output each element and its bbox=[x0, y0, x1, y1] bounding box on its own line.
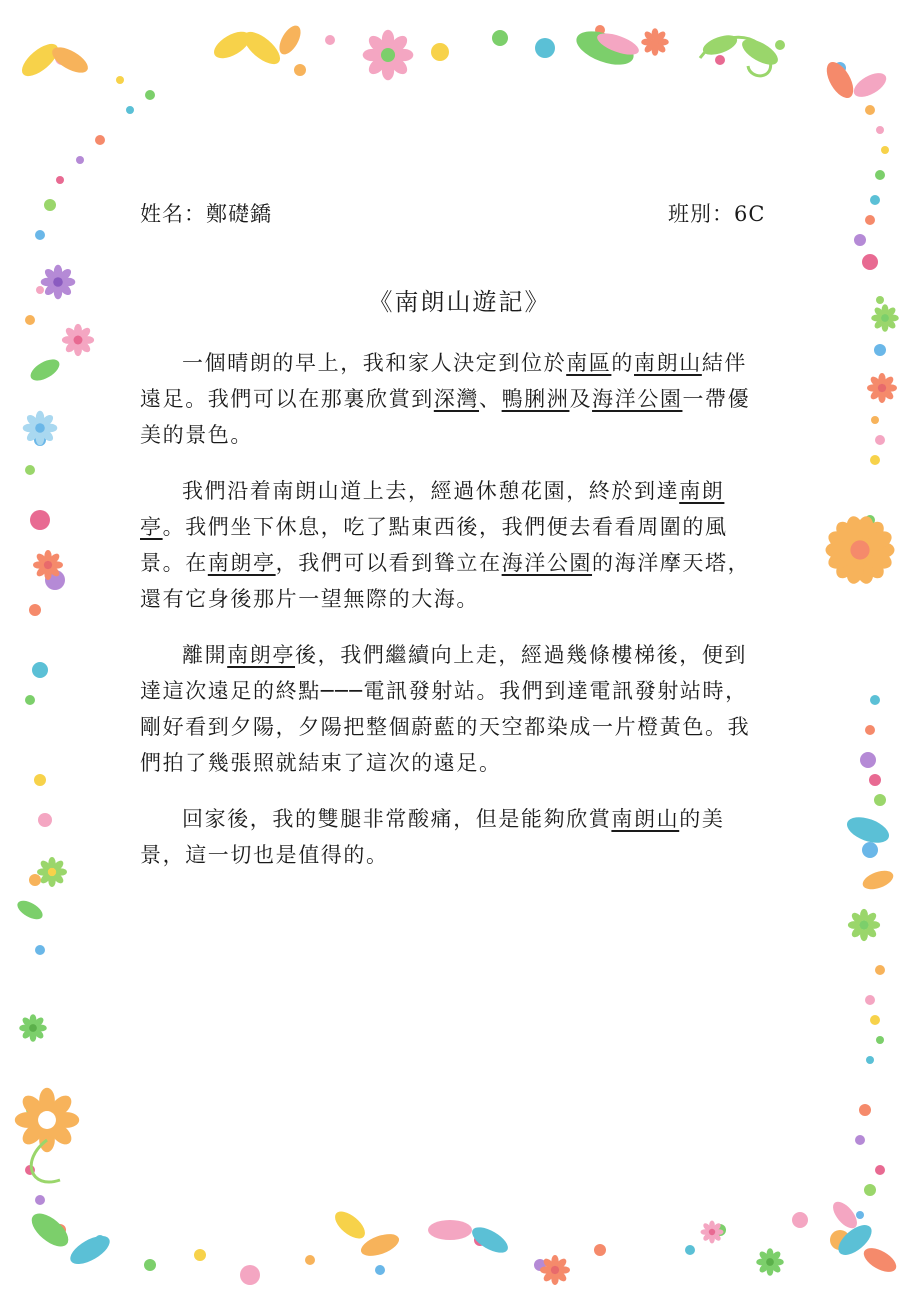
dot-decoration bbox=[870, 1015, 880, 1025]
flower-icon bbox=[15, 1088, 79, 1152]
dot-decoration bbox=[792, 1212, 808, 1228]
dot-decoration bbox=[865, 995, 875, 1005]
student-name bbox=[140, 198, 272, 228]
dot-decoration bbox=[38, 813, 52, 827]
paragraph-4 bbox=[140, 801, 760, 873]
flower-center bbox=[766, 1258, 774, 1266]
dot-decoration bbox=[870, 695, 880, 705]
flower-center bbox=[551, 1266, 559, 1274]
dot-decoration bbox=[866, 1056, 874, 1064]
text-run: 後，我們繼續向上走，經過幾條樓梯後，便到達這次遠足的終點───電訊發射站。我們到達電訊發射站時，剛好看到夕陽，夕陽把整個蔚藍的天空都染成一片橙黃色。我們拍了幾張照就結束了這次的遠足。 bbox=[140, 643, 751, 775]
dot-decoration bbox=[865, 725, 875, 735]
flower-center bbox=[381, 48, 395, 62]
text-run: 一個晴朗的早上，我和家人決定到位於 bbox=[182, 351, 567, 375]
dot-decoration bbox=[44, 199, 56, 211]
dot-decoration bbox=[29, 604, 41, 616]
dot-decoration bbox=[30, 510, 50, 530]
flower-center bbox=[709, 1229, 715, 1235]
dot-decoration bbox=[860, 752, 876, 768]
essay-title: 《南朗山遊記》 bbox=[368, 288, 551, 316]
place-name: 南朗亭 bbox=[207, 551, 276, 575]
dot-decoration bbox=[144, 1259, 156, 1271]
flower-center bbox=[29, 1024, 37, 1032]
dot-decoration bbox=[294, 64, 306, 76]
class-value: 6C bbox=[734, 202, 766, 226]
dot-decoration bbox=[35, 945, 45, 955]
flower-center bbox=[850, 540, 869, 559]
leaf-icon bbox=[850, 68, 890, 102]
dot-decoration bbox=[875, 170, 885, 180]
dot-decoration bbox=[32, 662, 48, 678]
paragraph-3 bbox=[140, 637, 760, 781]
flower-icon bbox=[825, 514, 894, 585]
place-name: 深灣 bbox=[433, 387, 480, 411]
flower-icon bbox=[540, 1255, 570, 1285]
dot-decoration bbox=[305, 1255, 315, 1265]
leaf-icon bbox=[860, 1243, 900, 1277]
dot-decoration bbox=[535, 38, 555, 58]
dot-decoration bbox=[870, 195, 880, 205]
place-name: 海洋公園 bbox=[592, 387, 683, 411]
dot-decoration bbox=[869, 774, 881, 786]
flower-center bbox=[860, 921, 869, 930]
flower-icon bbox=[848, 909, 880, 941]
text-run: 一帶優美的景色。 bbox=[140, 387, 751, 447]
place-name: 鴨脷洲 bbox=[501, 387, 570, 411]
place-name: 南朗亭 bbox=[227, 643, 296, 667]
leaf-icon bbox=[66, 1230, 114, 1269]
flower-icon bbox=[363, 30, 414, 81]
dot-decoration bbox=[34, 774, 46, 786]
flower-icon bbox=[641, 28, 669, 56]
dot-decoration bbox=[870, 455, 880, 465]
dot-decoration bbox=[865, 105, 875, 115]
text-run: 及 bbox=[569, 387, 593, 411]
text-run: 的美景，這一切也是值得的。 bbox=[140, 807, 725, 867]
flower-icon bbox=[23, 411, 58, 446]
name-label: 姓名： bbox=[140, 202, 206, 226]
student-class bbox=[668, 198, 765, 228]
leaf-icon bbox=[700, 31, 739, 58]
text-run: 的海洋摩天塔，還有它身後那片一望無際的大海。 bbox=[140, 551, 751, 611]
dot-decoration bbox=[35, 230, 45, 240]
dot-decoration bbox=[775, 40, 785, 50]
text-run: 離開 bbox=[182, 643, 228, 667]
dot-decoration bbox=[95, 135, 105, 145]
flower-icon bbox=[701, 1221, 724, 1244]
dot-decoration bbox=[874, 794, 886, 806]
leaf-icon bbox=[428, 1220, 472, 1240]
dot-decoration bbox=[881, 146, 889, 154]
dot-decoration bbox=[859, 1104, 871, 1116]
dot-decoration bbox=[715, 55, 725, 65]
flower-center bbox=[878, 384, 886, 392]
flower-center bbox=[74, 336, 83, 345]
text-run: ，我們可以看到聳立在 bbox=[275, 551, 502, 575]
flower-icon bbox=[756, 1248, 784, 1276]
flower-icon bbox=[19, 1014, 47, 1042]
dot-decoration bbox=[431, 43, 449, 61]
leaf-icon bbox=[860, 867, 896, 893]
dot-decoration bbox=[855, 1135, 865, 1145]
dot-decoration bbox=[854, 234, 866, 246]
dot-decoration bbox=[685, 1245, 695, 1255]
place-name: 海洋公園 bbox=[501, 551, 593, 575]
dot-decoration bbox=[325, 35, 335, 45]
flower-center bbox=[48, 868, 56, 876]
dot-decoration bbox=[375, 1265, 385, 1275]
flower-icon bbox=[33, 550, 63, 580]
place-name: 南朗亭 bbox=[140, 479, 725, 539]
flower-icon bbox=[37, 857, 67, 887]
dot-decoration bbox=[25, 695, 35, 705]
text-run: 回家後，我的雙腿非常酸痛，但是能夠欣賞 bbox=[182, 807, 612, 831]
dot-decoration bbox=[876, 126, 884, 134]
dot-decoration bbox=[865, 215, 875, 225]
dot-decoration bbox=[856, 1211, 864, 1219]
dot-decoration bbox=[876, 1036, 884, 1044]
leaf-icon bbox=[27, 355, 63, 385]
dot-decoration bbox=[864, 1184, 876, 1196]
dot-decoration bbox=[194, 1249, 206, 1261]
dot-decoration bbox=[875, 1165, 885, 1175]
paragraph-2 bbox=[140, 473, 760, 617]
dot-decoration bbox=[116, 76, 124, 84]
dot-decoration bbox=[126, 106, 134, 114]
dot-decoration bbox=[56, 176, 64, 184]
dot-decoration bbox=[240, 1265, 260, 1285]
flower-center bbox=[35, 423, 45, 433]
text-run: 的 bbox=[611, 351, 635, 375]
leaf-icon bbox=[738, 34, 782, 70]
dot-decoration bbox=[875, 435, 885, 445]
flower-icon bbox=[867, 373, 897, 403]
paragraph-1 bbox=[140, 345, 760, 453]
dot-decoration bbox=[492, 30, 508, 46]
dot-decoration bbox=[875, 965, 885, 975]
flower-center bbox=[38, 1111, 56, 1129]
leaf-icon bbox=[330, 1207, 369, 1244]
flower-center bbox=[651, 38, 659, 46]
dot-decoration bbox=[862, 254, 878, 270]
text-run: 、 bbox=[479, 387, 502, 411]
dot-decoration bbox=[594, 1244, 606, 1256]
text-run: 我們沿着南朗山道上去，經過休憩花園，終於到達 bbox=[182, 479, 680, 503]
dot-decoration bbox=[862, 842, 878, 858]
place-name: 南朗山 bbox=[634, 351, 702, 375]
place-name: 南朗山 bbox=[611, 807, 680, 831]
dot-decoration bbox=[145, 90, 155, 100]
flower-icon bbox=[62, 324, 94, 356]
dot-decoration bbox=[874, 344, 886, 356]
leaf-icon bbox=[26, 1207, 74, 1252]
dot-decoration bbox=[76, 156, 84, 164]
dot-decoration bbox=[25, 465, 35, 475]
dot-decoration bbox=[871, 416, 879, 424]
name-value: 鄭礎鐈 bbox=[206, 202, 272, 226]
text-run: 結伴遠足。我們可以在那裏欣賞到 bbox=[140, 351, 748, 411]
flower-center bbox=[44, 561, 52, 569]
text-run: 。我們坐下休息，吃了點東西後，我們便去看看周圍的風景。在 bbox=[140, 515, 728, 575]
dot-decoration bbox=[29, 874, 41, 886]
dot-decoration bbox=[35, 1195, 45, 1205]
leaf-icon bbox=[14, 897, 45, 923]
leaf-icon bbox=[275, 22, 305, 58]
place-name: 南區 bbox=[566, 351, 612, 375]
class-label: 班別： bbox=[668, 202, 734, 226]
